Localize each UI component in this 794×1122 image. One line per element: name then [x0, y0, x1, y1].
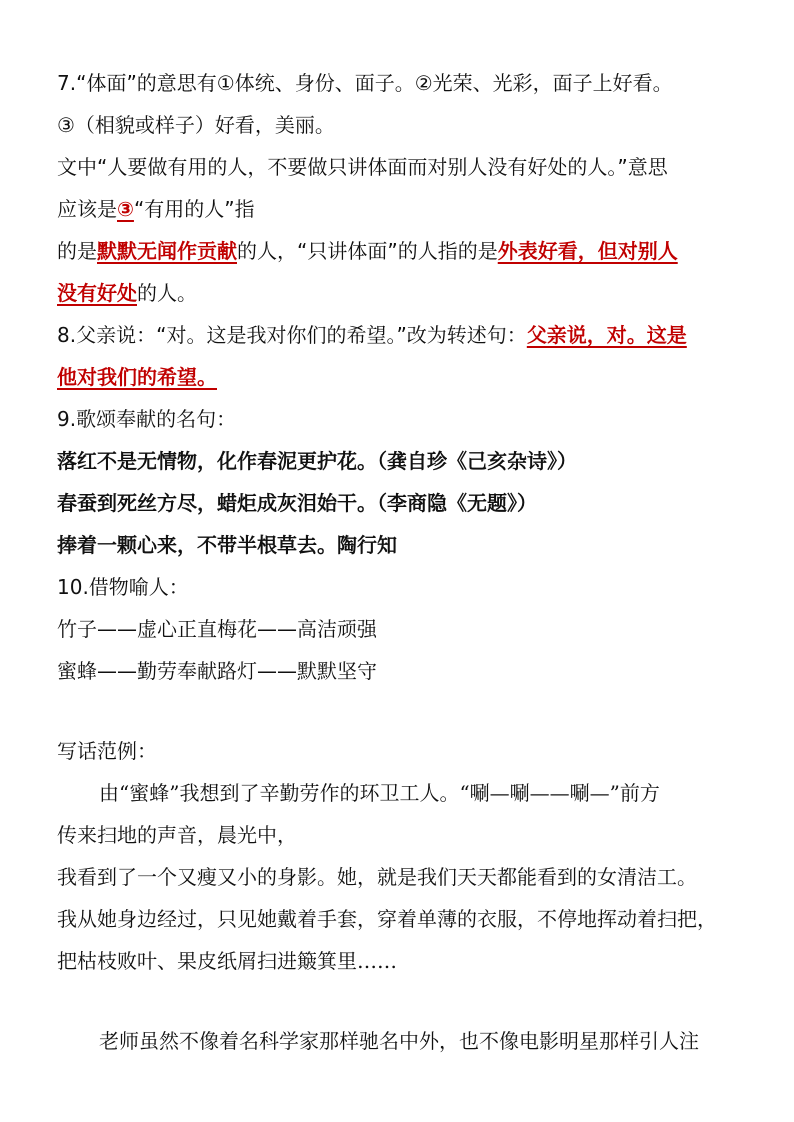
q7-line-5-mid: 的人，“只讲体面”的人指的是	[237, 239, 498, 263]
q7-answer-number: ③	[117, 197, 134, 221]
q10-title: 10.借物喻人：	[57, 575, 189, 599]
document-page	[57, 62, 747, 1062]
q7-answer-useful: 默默无闻作贡献	[97, 239, 237, 263]
q9-quote-1: 落红不是无情物，化作春泥更护花。（龚自珍《己亥杂诗》）	[57, 449, 577, 473]
q7-line-4	[57, 188, 747, 230]
q9-title: 9.歌颂奉献的名句：	[57, 407, 237, 431]
example-p2-line-1: 老师虽然不像着名科学家那样驰名中外，也不像电影明星那样引人注	[99, 1029, 699, 1053]
q7-line-6	[57, 272, 747, 314]
blank-line	[57, 692, 747, 730]
q9-quote-3: 捧着一颗心来，不带半根草去。陶行知	[57, 533, 397, 557]
q8-line-2	[57, 356, 747, 398]
example-p1-line-1: 由“蜜蜂”我想到了辛勤劳作的环卫工人。“唰—唰——唰—”前方	[99, 781, 660, 805]
example-p1-line-3: 我看到了一个又瘦又小的身影。她，就是我们天天都能看到的女清洁工。	[57, 865, 697, 889]
q7-line-4-suffix: “有用的人”指	[133, 197, 255, 221]
q7-line-2: ③（相貌或样子）好看，美丽。	[57, 113, 335, 137]
q7-answer-appearance-cont: 没有好处	[57, 281, 137, 305]
q7-line-5	[57, 230, 747, 272]
blank-line-2	[57, 982, 747, 1020]
q8-answer-part-2: 他对我们的希望。	[57, 365, 217, 389]
q8-question: 8.父亲说：“对。这是我对你们的希望。”改为转述句：	[57, 323, 527, 347]
q8-answer-part-1: 父亲说，对。这是	[526, 323, 687, 347]
q7-answer-appearance: 外表好看，但对别人	[497, 239, 678, 263]
q7-line-5-prefix: 的是	[57, 239, 97, 263]
q10-line-2: 蜜蜂——勤劳奉献路灯——默默坚守	[57, 659, 377, 683]
q10-line-1: 竹子——虚心正直梅花——高洁顽强	[57, 617, 377, 641]
example-title: 写话范例：	[57, 739, 157, 763]
q7-line-1: 7.“体面”的意思有①体统、身份、面子。②光荣、光彩，面子上好看。	[57, 71, 673, 95]
example-p1-line-2: 传来扫地的声音，晨光中，	[57, 823, 297, 847]
example-p1-line-4: 我从她身边经过，只见她戴着手套，穿着单薄的衣服，不停地挥动着扫把，	[57, 907, 717, 931]
q8-line-1	[57, 314, 747, 356]
q7-line-4-prefix: 应该是	[57, 197, 117, 221]
q9-quote-2: 春蚕到死丝方尽，蜡炬成灰泪始干。（李商隐《无题》）	[57, 491, 537, 515]
q7-line-6-suffix: 的人。	[137, 281, 197, 305]
q7-line-3: 文中“人要做有用的人，不要做只讲体面而对别人没有好处的人。”意思	[57, 155, 668, 179]
example-p1-line-5: 把枯枝败叶、果皮纸屑扫进簸箕里……	[57, 949, 397, 973]
